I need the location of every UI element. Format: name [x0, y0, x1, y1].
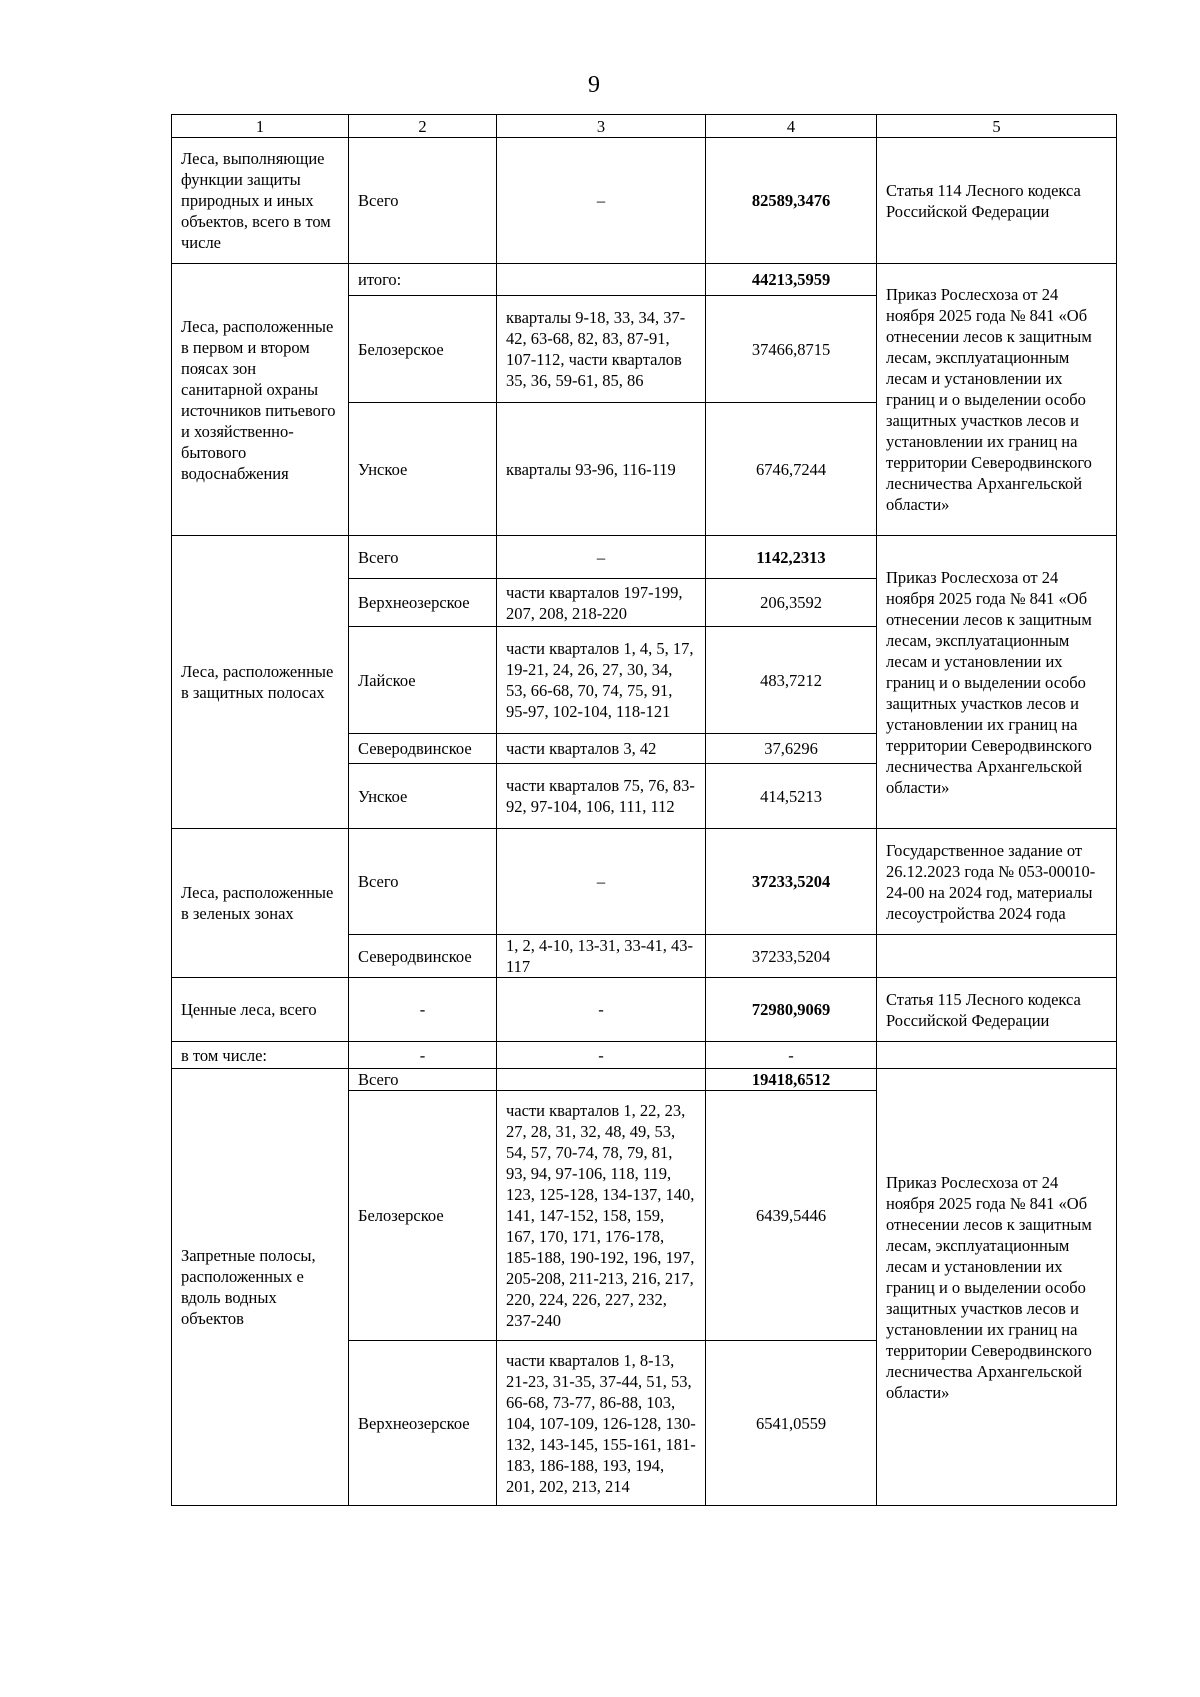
unit-cell: - — [349, 1042, 497, 1069]
area-cell: 37,6296 — [706, 734, 877, 764]
unit-cell: Северодвинское — [349, 734, 497, 764]
unit-cell: Северодвинское — [349, 935, 497, 978]
header-cell: 3 — [497, 115, 706, 138]
document-cell — [877, 1042, 1117, 1069]
document-cell: Статья 114 Лесного кодекса Российской Федерации — [877, 138, 1117, 264]
quarters-cell: части кварталов 197-199, 207, 208, 218-220 — [497, 579, 706, 627]
document-cell: Приказ Рослесхоза от 24 ноября 2025 года № 841 «Об отнесении лесов к защитным лесам, эксплуатационным лесам и установлении их границ и о выделении особо защитных участков лесов и установлении их границ на территории Северодвинского лесничества Архангельской области» — [877, 536, 1117, 829]
area-cell: 6746,7244 — [706, 403, 877, 536]
area-cell: 483,7212 — [706, 627, 877, 734]
unit-cell: итого: — [349, 264, 497, 296]
unit-cell: Всего — [349, 1069, 497, 1091]
header-row — [172, 115, 1117, 138]
table-row — [172, 138, 1117, 264]
area-cell: 414,5213 — [706, 764, 877, 829]
quarters-cell: – — [497, 829, 706, 935]
area-cell: 37233,5204 — [706, 829, 877, 935]
area-cell: 19418,6512 — [706, 1069, 877, 1091]
document-cell: Статья 115 Лесного кодекса Российской Федерации — [877, 978, 1117, 1042]
document-cell: Приказ Рослесхоза от 24 ноября 2025 года № 841 «Об отнесении лесов к защитным лесам, эксплуатационным лесам и установлении их границ и о выделении особо защитных участков лесов и установлении их границ на территории Северодвинского лесничества Архангельской области» — [877, 1069, 1117, 1506]
quarters-cell: – — [497, 138, 706, 264]
quarters-cell — [497, 1069, 706, 1091]
forest-table — [171, 114, 1117, 1506]
unit-cell: Унское — [349, 403, 497, 536]
category-cell: в том числе: — [172, 1042, 349, 1069]
header-cell: 4 — [706, 115, 877, 138]
quarters-cell: - — [497, 978, 706, 1042]
table-row — [172, 536, 1117, 579]
header-cell: 5 — [877, 115, 1117, 138]
area-cell: 206,3592 — [706, 579, 877, 627]
quarters-cell — [497, 264, 706, 296]
header-cell: 2 — [349, 115, 497, 138]
document-cell — [877, 935, 1117, 978]
area-cell: 6439,5446 — [706, 1091, 877, 1341]
page-number: 9 — [588, 72, 600, 98]
area-cell: 82589,3476 — [706, 138, 877, 264]
quarters-cell: части кварталов 1, 8-13, 21-23, 31-35, 37-44, 51, 53, 66-68, 73-77, 86-88, 103, 104, 107-109, 126-128, 130-132, 143-145, 155-161, 181-183, 186-188, 193, 194, 201, 202, 213, 214 — [497, 1341, 706, 1506]
quarters-cell: части кварталов 1, 22, 23, 27, 28, 31, 32, 48, 49, 53, 54, 57, 70-74, 78, 79, 81, 93, 94, 97-106, 118, 119, 123, 125-128, 134-137, 140, 141, 147-152, 158, 159, 167, 170, 171, 176-178, 185-188, 190-192, 196, 197, 205-208, 211-213, 216, 217, 220, 224, 226, 227, 232, 237-240 — [497, 1091, 706, 1341]
document-cell: Государственное задание от 26.12.2023 года № 053-00010-24-00 на 2024 год, материалы лесоустройства 2024 года — [877, 829, 1117, 935]
table-row — [172, 1042, 1117, 1069]
unit-cell: Лайское — [349, 627, 497, 734]
header-cell: 1 — [172, 115, 349, 138]
unit-cell: Всего — [349, 536, 497, 579]
quarters-cell: 1, 2, 4-10, 13-31, 33-41, 43-117 — [497, 935, 706, 978]
table-row — [172, 978, 1117, 1042]
unit-cell: - — [349, 978, 497, 1042]
area-cell: 1142,2313 — [706, 536, 877, 579]
quarters-cell: части кварталов 75, 76, 83-92, 97-104, 106, 111, 112 — [497, 764, 706, 829]
document-cell: Приказ Рослесхоза от 24 ноября 2025 года № 841 «Об отнесении лесов к защитным лесам, эксплуатационным лесам и установлении их границ и о выделении особо защитных участков лесов и установлении их границ на территории Северодвинского лесничества Архангельской области» — [877, 264, 1117, 536]
table-row — [172, 264, 1117, 296]
unit-cell: Белозерское — [349, 296, 497, 403]
area-cell: 72980,9069 — [706, 978, 877, 1042]
category-cell: Леса, расположенные в первом и втором поясах зон санитарной охраны источников питьевого и хозяйственно-бытового водоснабжения — [172, 264, 349, 536]
unit-cell: Унское — [349, 764, 497, 829]
quarters-cell: части кварталов 1, 4, 5, 17, 19-21, 24, 26, 27, 30, 34, 53, 66-68, 70, 74, 75, 91, 95-97, 102-104, 118-121 — [497, 627, 706, 734]
quarters-cell: – — [497, 536, 706, 579]
area-cell: - — [706, 1042, 877, 1069]
unit-cell: Всего — [349, 138, 497, 264]
table-row — [172, 829, 1117, 935]
area-cell: 44213,5959 — [706, 264, 877, 296]
category-cell: Леса, выполняющие функции защиты природных и иных объектов, всего в том числе — [172, 138, 349, 264]
table-row — [172, 1069, 1117, 1091]
area-cell: 6541,0559 — [706, 1341, 877, 1506]
category-cell: Ценные леса, всего — [172, 978, 349, 1042]
category-cell: Леса, расположенные в зеленых зонах — [172, 829, 349, 978]
quarters-cell: части кварталов 3, 42 — [497, 734, 706, 764]
unit-cell: Верхнеозерское — [349, 1341, 497, 1506]
quarters-cell: - — [497, 1042, 706, 1069]
unit-cell: Верхнеозерское — [349, 579, 497, 627]
area-cell: 37466,8715 — [706, 296, 877, 403]
category-cell: Леса, расположенные в защитных полосах — [172, 536, 349, 829]
area-cell: 37233,5204 — [706, 935, 877, 978]
category-cell: Запретные полосы, расположенных е вдоль водных объектов — [172, 1069, 349, 1506]
quarters-cell: кварталы 9-18, 33, 34, 37-42, 63-68, 82, 83, 87-91, 107-112, части кварталов 35, 36, 59-61, 85, 86 — [497, 296, 706, 403]
unit-cell: Белозерское — [349, 1091, 497, 1341]
quarters-cell: кварталы 93-96, 116-119 — [497, 403, 706, 536]
unit-cell: Всего — [349, 829, 497, 935]
